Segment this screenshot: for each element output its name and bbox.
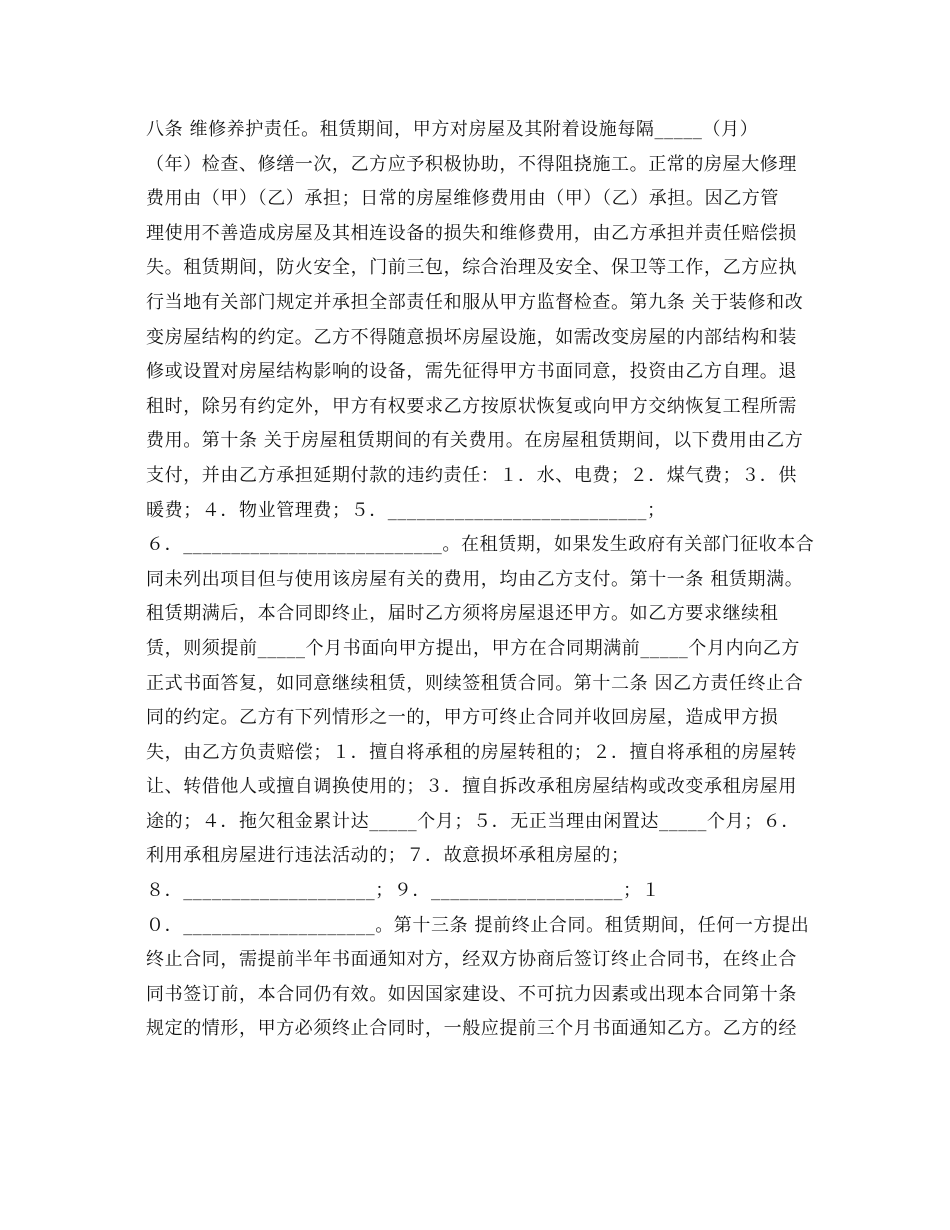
text-line: ６．___________________________。在租赁期，如果发生政府有关部门征收本合 xyxy=(146,534,815,556)
text-line: 失。租赁期间，防火安全，门前三包，综合治理及安全、保卫等工作，乙方应执 xyxy=(146,257,797,279)
text-line: 暖费；４．物业管理费；５．___________________________； xyxy=(146,499,666,521)
text-line: 理使用不善造成房屋及其相连设备的损失和维修费用，由乙方承担并责任赔偿损 xyxy=(146,222,797,244)
text-line: 终止合同，需提前半年书面通知对方，经双方协商后签订终止合同书，在终止合 xyxy=(146,949,797,971)
text-line: 修或设置对房屋结构影响的设备，需先征得甲方书面同意，投资由乙方自理。退 xyxy=(146,361,797,383)
text-line: ０．____________________。第十三条 提前终止合同。租赁期间，任何一方提出 xyxy=(146,914,810,936)
text-line: 费用。第十条 关于房屋租赁期间的有关费用。在房屋租赁期间，以下费用由乙方 xyxy=(146,430,804,452)
text-line: 租时，除另有约定外，甲方有权要求乙方按原状恢复或向甲方交纳恢复工程所需 xyxy=(146,395,797,417)
text-line: 利用承租房屋进行违法活动的；７．故意损坏承租房屋的； xyxy=(146,845,630,867)
text-line: ８．____________________；９．____________________；１ xyxy=(146,880,661,902)
text-line: 同的约定。乙方有下列情形之一的，甲方可终止合同并收回房屋，造成甲方损 xyxy=(146,707,779,729)
text-line: 行当地有关部门规定并承担全部责任和服从甲方监督检查。第九条 关于装修和改 xyxy=(146,291,804,313)
text-line: 同未列出项目但与使用该房屋有关的费用，均由乙方支付。第十一条 租赁期满。 xyxy=(146,568,804,590)
text-line: 失，由乙方负责赔偿；１．擅自将承租的房屋转租的；２．擅自将承租的房屋转 xyxy=(146,741,797,763)
text-line: 途的；４．拖欠租金累计达_____个月；５．无正当理由闲置达_____个月；６． xyxy=(146,810,800,832)
text-line: 八条 维修养护责任。租赁期间，甲方对房屋及其附着设施每隔_____（月） xyxy=(146,119,759,140)
text-line: 让、转借他人或擅自调换使用的；３．擅自拆改承租房屋结构或改变承租房屋用 xyxy=(146,776,797,798)
text-line: 规定的情形，甲方必须终止合同时，一般应提前三个月书面通知乙方。乙方的经 xyxy=(146,1018,797,1040)
text-line: 正式书面答复，如同意继续租赁，则续签租赁合同。第十二条 因乙方责任终止合 xyxy=(146,672,804,694)
text-line: （年）检查、修缮一次，乙方应予积极协助，不得阻挠施工。正常的房屋大修理 xyxy=(146,153,797,175)
text-line: 费用由（甲）（乙）承担；日常的房屋维修费用由（甲）（乙）承担。因乙方管 xyxy=(146,188,779,210)
text-line: 变房屋结构的约定。乙方不得随意损坏房屋设施，如需改变房屋的内部结构和装 xyxy=(146,326,797,348)
text-line: 赁，则须提前_____个月书面向甲方提出，甲方在合同期满前_____个月内向乙方 xyxy=(146,637,800,659)
text-line: 同书签订前，本合同仍有效。如因国家建设、不可抗力因素或出现本合同第十条 xyxy=(146,983,797,1005)
text-line: 支付，并由乙方承担延期付款的违约责任：１．水、电费；２．煤气费；３．供 xyxy=(146,464,797,486)
contract-body-text xyxy=(146,113,818,1047)
text-line: 租赁期满后，本合同即终止，届时乙方须将房屋退还甲方。如乙方要求继续租 xyxy=(146,603,779,625)
